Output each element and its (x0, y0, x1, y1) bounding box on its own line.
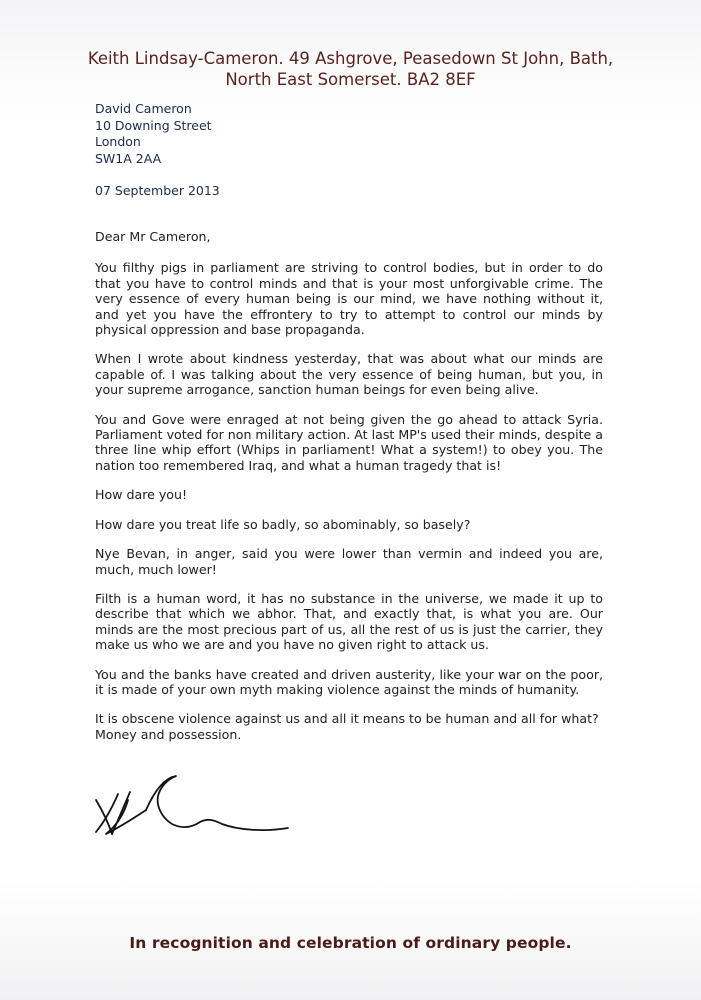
paragraph-8: You and the banks have created and driven austerity, like your war on the poor, it is made of your own myth making violence against the minds of humanity. (95, 666, 603, 697)
paragraph-6: Nye Bevan, in anger, said you were lower than vermin and indeed you are, much, much lower! (95, 546, 603, 577)
sender-address-line-2: North East Somerset. BA2 8EF (225, 70, 476, 89)
letter-date: 07 September 2013 (95, 183, 220, 198)
paragraph-9: It is obscene violence against us and all it means to be human and all for what? Money and possession. (95, 711, 599, 742)
paragraph-7: Filth is a human word, it has no substance in the universe, we made it up to describe that which we abhor. That, and exactly that, is what you are. Our minds are the most precious part of us, all the rest of us is just the carrier, they make us who we are and you have no given right to attack us. (95, 590, 603, 653)
paragraph-1: You filthy pigs in parliament are striving to control bodies, but in order to do that you have to control minds and that is your most unforgivable crime. The very essence of every human being is our mind, we have nothing without it, and yet you have the effrontery to try to attempt to control our minds by physical oppression and base propaganda. (95, 260, 603, 338)
recipient-address (95, 101, 212, 167)
recipient-city: London (95, 134, 141, 149)
letter-body (95, 229, 603, 756)
paragraph-2: When I wrote about kindness yesterday, that was about what our minds are capable of. I was talking about the very essence of being human, but you, in your supreme arrogance, sanction human beings for even being alive. (95, 351, 603, 398)
recipient-name: David Cameron (95, 101, 192, 116)
salutation: Dear Mr Cameron, (95, 229, 211, 244)
recipient-postcode: SW1A 2AA (95, 150, 162, 166)
recipient-street: 10 Downing Street (95, 117, 212, 133)
paragraph-5: How dare you treat life so badly, so abominably, so basely? (95, 516, 471, 532)
paragraph-4: How dare you! (95, 487, 188, 503)
footer-tagline: In recognition and celebration of ordinary people. (129, 934, 572, 952)
handwritten-signature (88, 770, 298, 840)
paragraph-3: You and Gove were enraged at not being given the go ahead to attack Syria. Parliament voted for non military action. At last MP's used their minds, despite a three line whip effort (Whips in parliament! What a system!) to obey you. The nation too remembered Iraq, and what a human tragedy that is! (95, 411, 603, 473)
sender-letterhead (0, 48, 701, 90)
sender-address-line-1: Keith Lindsay-Cameron. 49 Ashgrove, Peasedown St John, Bath, (87, 49, 614, 68)
